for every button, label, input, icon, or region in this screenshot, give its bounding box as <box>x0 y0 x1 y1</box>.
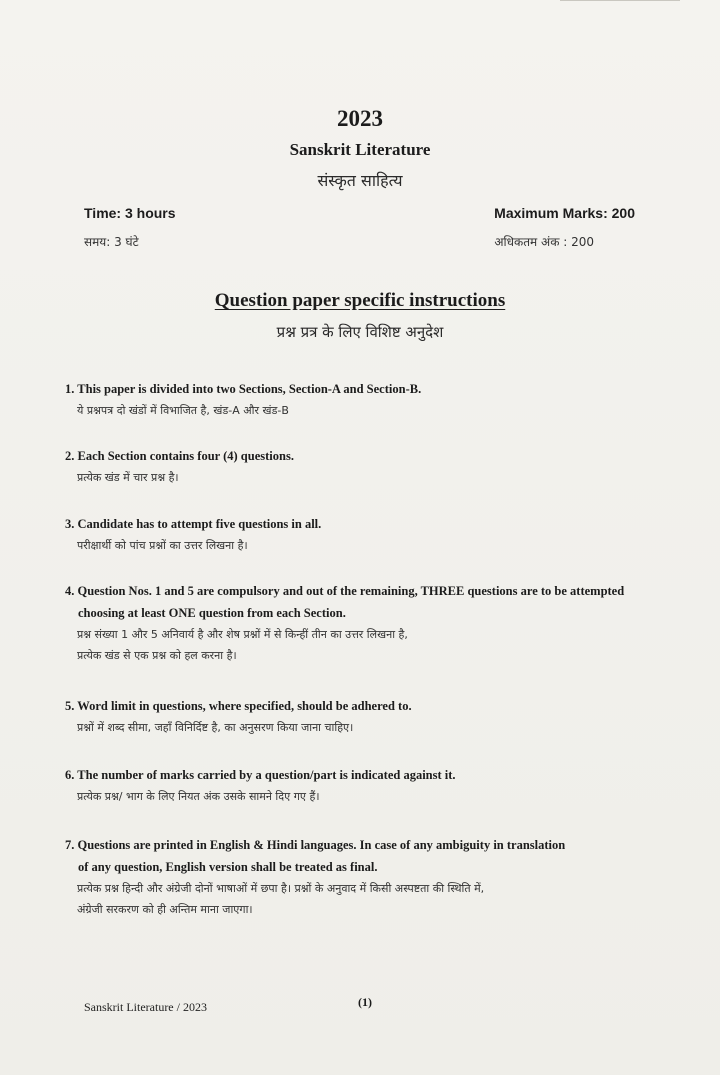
instruction-item <box>65 513 675 556</box>
instruction-english <box>65 580 675 624</box>
instruction-line-hindi: प्रश्नों में शब्द सीमा, जहाँ विनिर्दिष्ट है, का अनुसरण किया जाना चाहिए। <box>77 721 354 734</box>
instruction-english <box>65 695 675 717</box>
maximum-marks-hindi: अधिकतम अंक : 200 <box>494 235 594 249</box>
instruction-line-hindi: प्रश्न संख्या 1 और 5 अनिवार्य है और शेष प्रश्नों में से किन्हीं तीन का उत्तर लिखना है, <box>77 628 408 641</box>
instruction-line-hindi: प्रत्येक खंड से एक प्रश्न को हल करना है। <box>77 649 237 662</box>
instruction-line: 3. Candidate has to attempt five questions in all. <box>65 517 322 531</box>
instruction-line: 6. The number of marks carried by a question/part is indicated against it. <box>65 768 456 782</box>
instruction-line: 2. Each Section contains four (4) questions. <box>65 449 294 463</box>
instruction-item <box>65 580 675 666</box>
instruction-line: of any question, English version shall be treated as final. <box>78 860 378 874</box>
instruction-line: 7. Questions are printed in English & Hindi languages. In case of any ambiguity in translation <box>65 838 566 852</box>
instruction-english <box>65 834 675 878</box>
instruction-item <box>65 764 675 807</box>
time-allowed: Time: 3 hours <box>84 205 176 221</box>
instruction-item <box>65 378 675 421</box>
instruction-hindi <box>65 400 675 421</box>
instruction-english <box>65 513 675 535</box>
instruction-english <box>65 378 675 400</box>
instructions-heading <box>0 290 720 312</box>
instruction-english <box>65 764 675 786</box>
footer-subject: Sanskrit Literature / 2023 <box>84 1000 207 1014</box>
instruction-line: choosing at least ONE question from each Section. <box>78 606 346 620</box>
instruction-line: 5. Word limit in questions, where specified, should be adhered to. <box>65 699 412 713</box>
instruction-hindi <box>65 878 675 920</box>
instruction-line-hindi: ये प्रश्नपत्र दो खंडों में विभाजित है, खंड-A और खंड-B <box>77 404 289 417</box>
exam-year: 2023 <box>337 106 383 131</box>
time-allowed-hindi: समय: 3 घंटे <box>84 235 139 249</box>
instruction-line: 4. Question Nos. 1 and 5 are compulsory and out of the remaining, THREE questions are to be attempted <box>65 584 625 598</box>
instruction-hindi <box>65 786 675 807</box>
instruction-line-hindi: परीक्षार्थी को पांच प्रश्नों का उत्तर लिखना है। <box>77 539 248 552</box>
instruction-hindi <box>65 717 675 738</box>
instructions-heading-hindi: प्रश्न प्रत्र के लिए विशिष्ट अनुदेश <box>276 323 444 341</box>
instruction-hindi <box>65 535 675 556</box>
maximum-marks: Maximum Marks: 200 <box>494 205 635 221</box>
page-number: (1) <box>358 995 372 1009</box>
instruction-line-hindi: प्रत्येक खंड में चार प्रश्न है। <box>77 471 179 484</box>
instruction-item <box>65 834 675 920</box>
instruction-item <box>65 695 675 738</box>
instruction-line-hindi: प्रत्येक प्रश्न/ भाग के लिए नियत अंक उसके सामने दिए गए हैं। <box>77 790 320 803</box>
instructions-heading-text: Question paper specific instructions <box>214 290 506 311</box>
instruction-hindi <box>65 467 675 488</box>
instruction-english <box>65 445 675 467</box>
scan-edge-line <box>560 0 680 1</box>
instruction-line: 1. This paper is divided into two Sections, Section-A and Section-B. <box>65 382 422 396</box>
subject-title-hindi: संस्कृत साहित्य <box>317 171 403 190</box>
instruction-line-hindi: प्रत्येक प्रश्न हिन्दी और अंग्रेजी दोनों भाषाओं में छपा है। प्रश्नों के अनुवाद में किसी अस्पष्टता की स्थिति में, <box>77 882 485 895</box>
instruction-hindi <box>65 624 675 666</box>
instruction-line-hindi: अंग्रेजी सरकरण को ही अन्तिम माना जाएगा। <box>77 903 253 916</box>
subject-title: Sanskrit Literature <box>289 140 431 159</box>
instruction-item <box>65 445 675 488</box>
